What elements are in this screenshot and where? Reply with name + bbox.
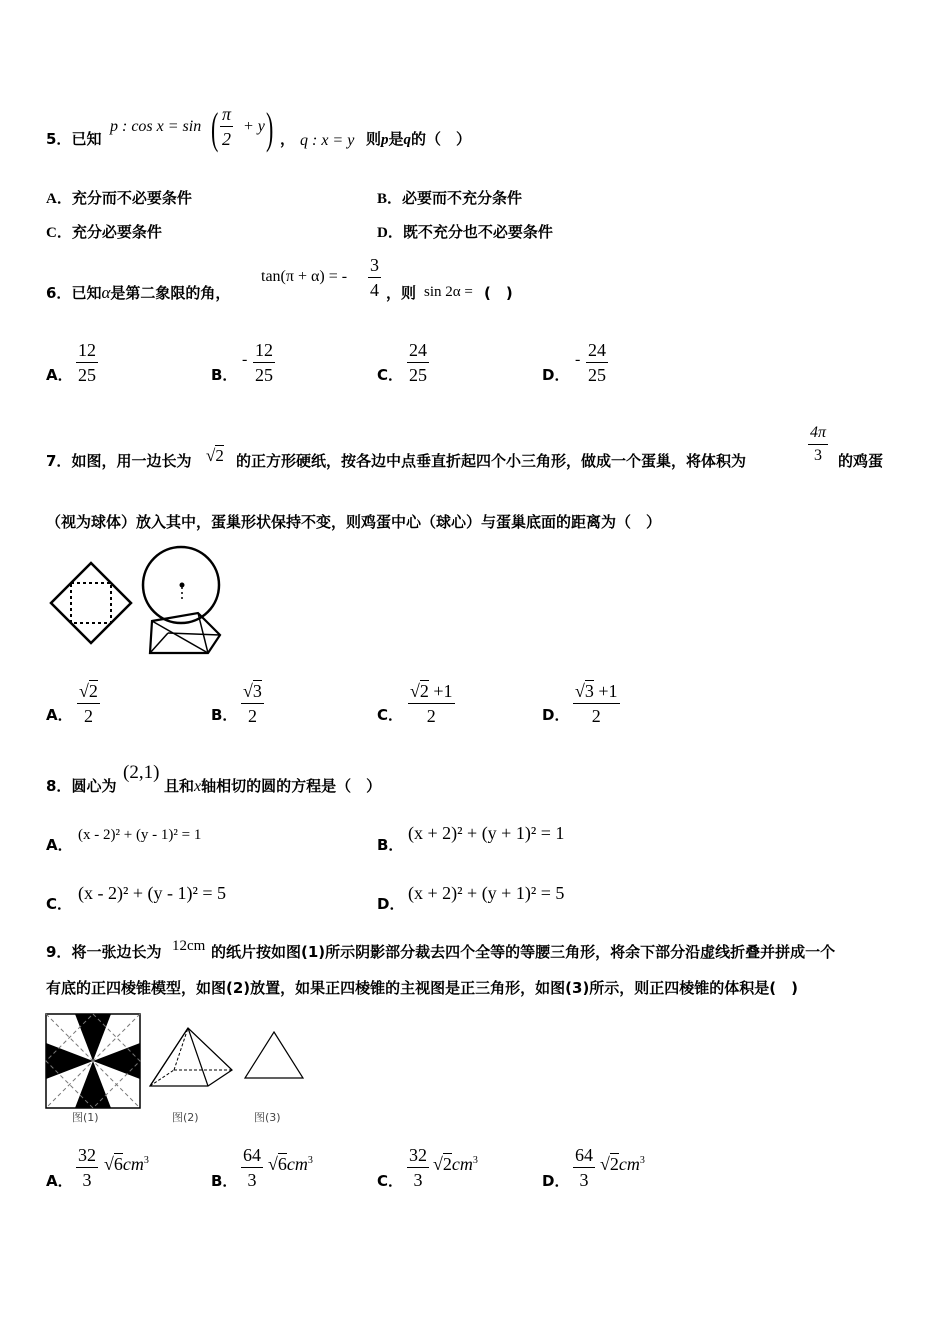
q9-option-d-letter[interactable]: D． [542,1172,570,1190]
q6-option-c-value: $\frac{24}{25}$ [409,340,427,385]
q6-paren: ( ) [484,284,513,302]
q6-stem: 6．已知α是第二象限的角， [46,283,231,302]
q5-stem [46,128,101,149]
q5-q-expression: q : x = y [300,132,355,149]
q7-option-b-letter[interactable]: B． [211,706,238,724]
q5-paren-left: ( [211,104,219,153]
q7-option-c-value: $\frac{√2 +1}{2}$ [410,681,453,726]
q8-option-d-letter[interactable]: D． [377,895,405,913]
q9-length: 12cm [172,938,206,954]
q6-three-quarters: $\frac{3}{4}$ [370,255,379,300]
q9-line1-b: 的纸片按如图(1)所示阴影部分裁去四个全等的等腰三角形，将余下部分沿虚线折叠并拼成一个 [211,943,836,961]
q9-option-c-root: $√2cm^3$ [433,1154,478,1174]
q8-center: (2,1) [123,762,160,783]
q8-option-b-expr: (x + 2)² + (y + 1)² = 1 [408,823,565,843]
q5-pi-over-2: $\frac{\pi}{2}$ [222,104,232,149]
q9-option-b-letter[interactable]: B． [211,1172,238,1190]
q7-option-c-letter[interactable]: C． [377,706,404,724]
q8-option-a-expr: (x - 2)² + (y - 1)² = 1 [78,827,202,843]
q8-option-c-expr: (x - 2)² + (y - 1)² = 5 [78,883,227,903]
q9-option-d-root: $√2cm^3$ [600,1154,645,1174]
q5-option-b[interactable]: B．必要而不充分条件 [377,189,523,207]
q9-figure-3-triangle [243,1030,305,1080]
q6-sin-expression: sin 2α = [424,284,473,300]
q5-number: 5． [46,130,72,148]
q8-option-c-letter[interactable]: C． [46,895,73,913]
q7-option-d-letter[interactable]: D． [542,706,570,724]
q9-line2: 有底的正四棱锥模型，如图(2)放置，如果正四棱锥的主视图是正三角形，如图(3)所示，则正四棱锥的体积是( ) [46,979,799,997]
q9-figure-1-cut-paper [45,1013,141,1109]
q9-caption-2: 图(2) [172,1111,199,1124]
q6-option-c-letter[interactable]: C． [377,366,404,384]
q5-option-c[interactable]: C．充分必要条件 [46,223,162,241]
q6-then: ，则 [386,284,417,302]
q5-plus-y: + y [243,118,265,135]
q5-comma: ， [280,130,296,148]
q5-option-a[interactable]: A．充分而不必要条件 [46,189,192,207]
q7-line1-c: 的鸡蛋 [838,452,884,470]
q7-figure-egg-nest [138,545,224,657]
q9-option-c-fraction: $\frac{32}{3}$ [409,1145,427,1190]
q7-option-a-value: $\frac{√2}{2}$ [79,681,98,726]
q8-option-d-expr: (x + 2)² + (y + 1)² = 5 [408,883,565,903]
q6-option-d-sign: - [575,351,581,368]
q8-option-a-letter[interactable]: A． [46,836,73,854]
q6-option-a-letter[interactable]: A． [46,366,73,384]
q6-tan-expression: tan(π + α) = - [261,268,348,285]
q6-option-b-value: $\frac{12}{25}$ [255,340,273,385]
q9-option-c-letter[interactable]: C． [377,1172,404,1190]
q7-option-b-value: $\frac{√3}{2}$ [243,681,262,726]
q6-option-d-value: $\frac{24}{25}$ [588,340,606,385]
q9-caption-3: 图(3) [254,1111,281,1124]
q7-volume-fraction: $\frac{4\pi}{3}$ [810,424,827,464]
q5-option-d[interactable]: D．既不充分也不必要条件 [377,223,553,241]
q9-option-a-fraction: $\frac{32}{3}$ [78,1145,96,1190]
q7-line1-a: 7．如图，用一边长为 [46,452,192,470]
q9-option-b-fraction: $\frac{64}{3}$ [243,1145,261,1190]
q9-option-a-root: $√6cm^3$ [104,1154,149,1174]
q7-figure-square-diagram [50,562,132,644]
q9-caption-1: 图(1) [72,1111,99,1124]
q9-option-a-letter[interactable]: A． [46,1172,73,1190]
q7-option-a-letter[interactable]: A． [46,706,73,724]
q5-p-expression: p : cos x = sin [110,118,202,135]
q5-paren-right: ) [266,104,274,153]
q9-option-b-root: $√6cm^3$ [268,1154,313,1174]
q7-sqrt2: √2 [206,446,224,465]
q5-prefix: 已知 [71,130,102,148]
q8-stem-a: 8．圆心为 [46,777,117,795]
q8-option-b-letter[interactable]: B． [377,836,404,854]
q8-stem-b: 且和x轴相切的圆的方程是（ ） [164,777,382,795]
q5-tail: 则p是q的（ ） [366,130,472,148]
q7-line2: （视为球体）放入其中，蛋巢形状保持不变，则鸡蛋中心（球心）与蛋巢底面的距离为（ ） [46,513,662,531]
q9-figure-2-pyramid [148,1026,236,1090]
q7-option-d-value: $\frac{√3 +1}{2}$ [575,681,618,726]
q9-line1-a: 9．将一张边长为 [46,943,162,961]
q6-option-b-sign: - [242,351,248,368]
q6-option-d-letter[interactable]: D． [542,366,570,384]
q7-line1-b: 的正方形硬纸，按各边中点垂直折起四个小三角形，做成一个蛋巢，将体积为 [236,452,747,470]
q6-option-b-letter[interactable]: B． [211,366,238,384]
q6-option-a-value: $\frac{12}{25}$ [78,340,96,385]
q9-option-d-fraction: $\frac{64}{3}$ [575,1145,593,1190]
